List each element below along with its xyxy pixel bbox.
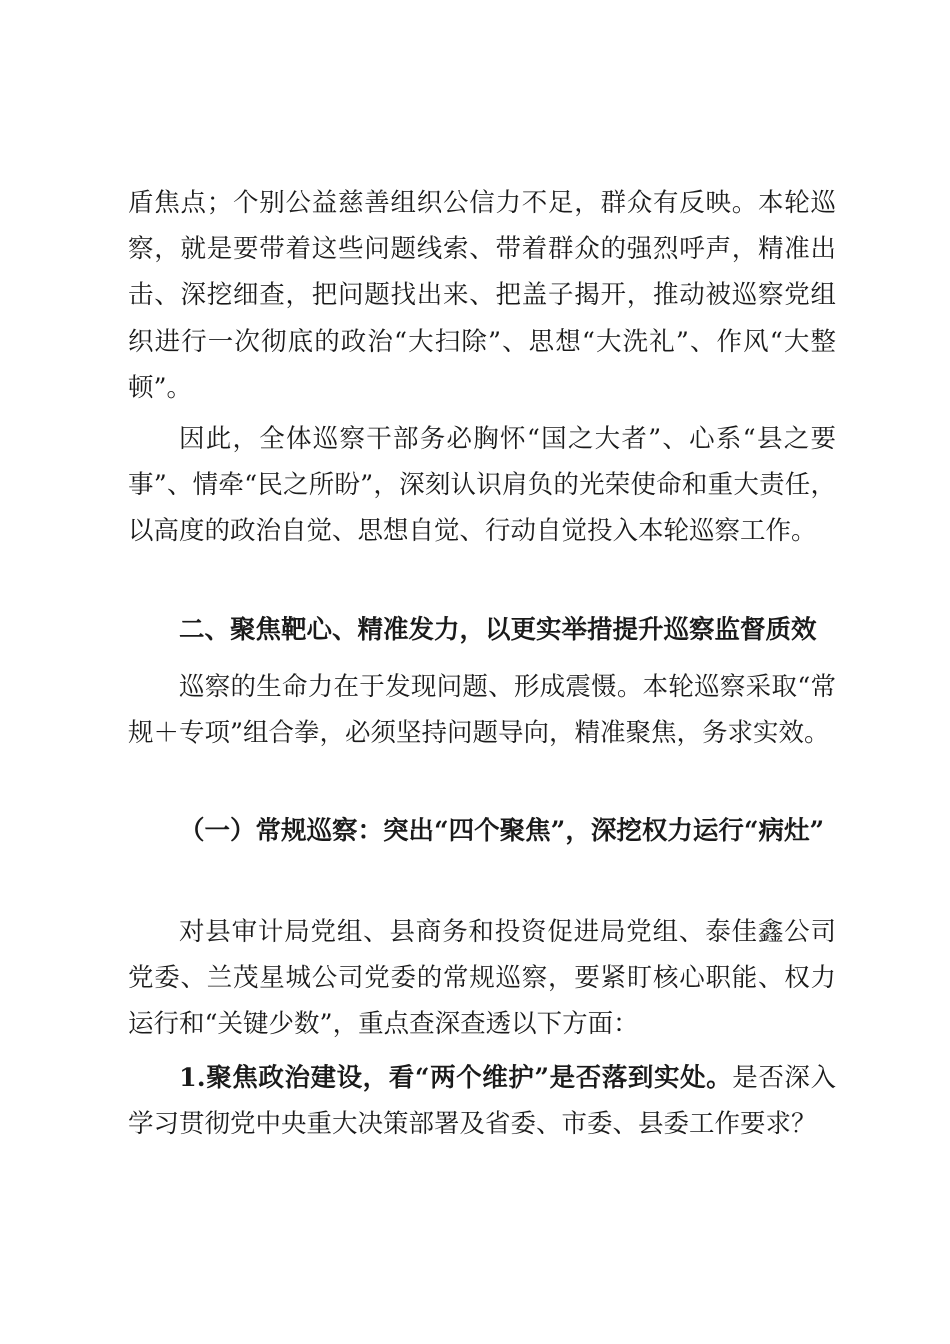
section-heading-2: 二、聚焦靶心、精准发力，以更实举措提升巡察监督质效 (179, 615, 817, 645)
subsection-heading-1: （一）常规巡察：突出“四个聚焦”，深挖权力运行“病灶” (179, 816, 825, 846)
item-1-body: 是否深入学习贯彻党中央重大决策部署及省委、市委、县委工作要求？ (128, 1063, 836, 1140)
paragraph-therefore: 因此，全体巡察干部务必胸怀“国之大者”、心系“县之要事”、情牵“民之所盼”，深刻认识肩负的光荣使命和重大责任，以高度的政治自觉、思想自觉、行动自觉投入本轮巡察工作。 (128, 424, 836, 547)
paragraph-patrol-vitality: 巡察的生命力在于发现问题、形成震慑。本轮巡察采取“常规＋专项”组合拳，必须坚持问题导向，精准聚焦，务求实效。 (128, 672, 836, 749)
item-1-heading: 1.聚焦政治建设，看“两个维护”是否落到实处。 (179, 1063, 733, 1093)
paragraph-routine-patrol-targets: 对县审计局党组、县商务和投资促进局党组、泰佳鑫公司党委、兰茂星城公司党委的常规巡察，要紧盯核心职能、权力运行和“关键少数”，重点查深查透以下方面： (128, 917, 836, 1040)
paragraph-political-construction (128, 1055, 836, 1147)
paragraph-intro-continuation: 盾焦点；个别公益慈善组织公信力不足，群众有反映。本轮巡察，就是要带着这些问题线索、带着群众的强烈呼声，精准出击、深挖细查，把问题找出来、把盖子揭开，推动被巡察党组织进行一次彻底的政治“大扫除”、思想“大洗礼”、作风“大整顿”。 (128, 188, 836, 403)
